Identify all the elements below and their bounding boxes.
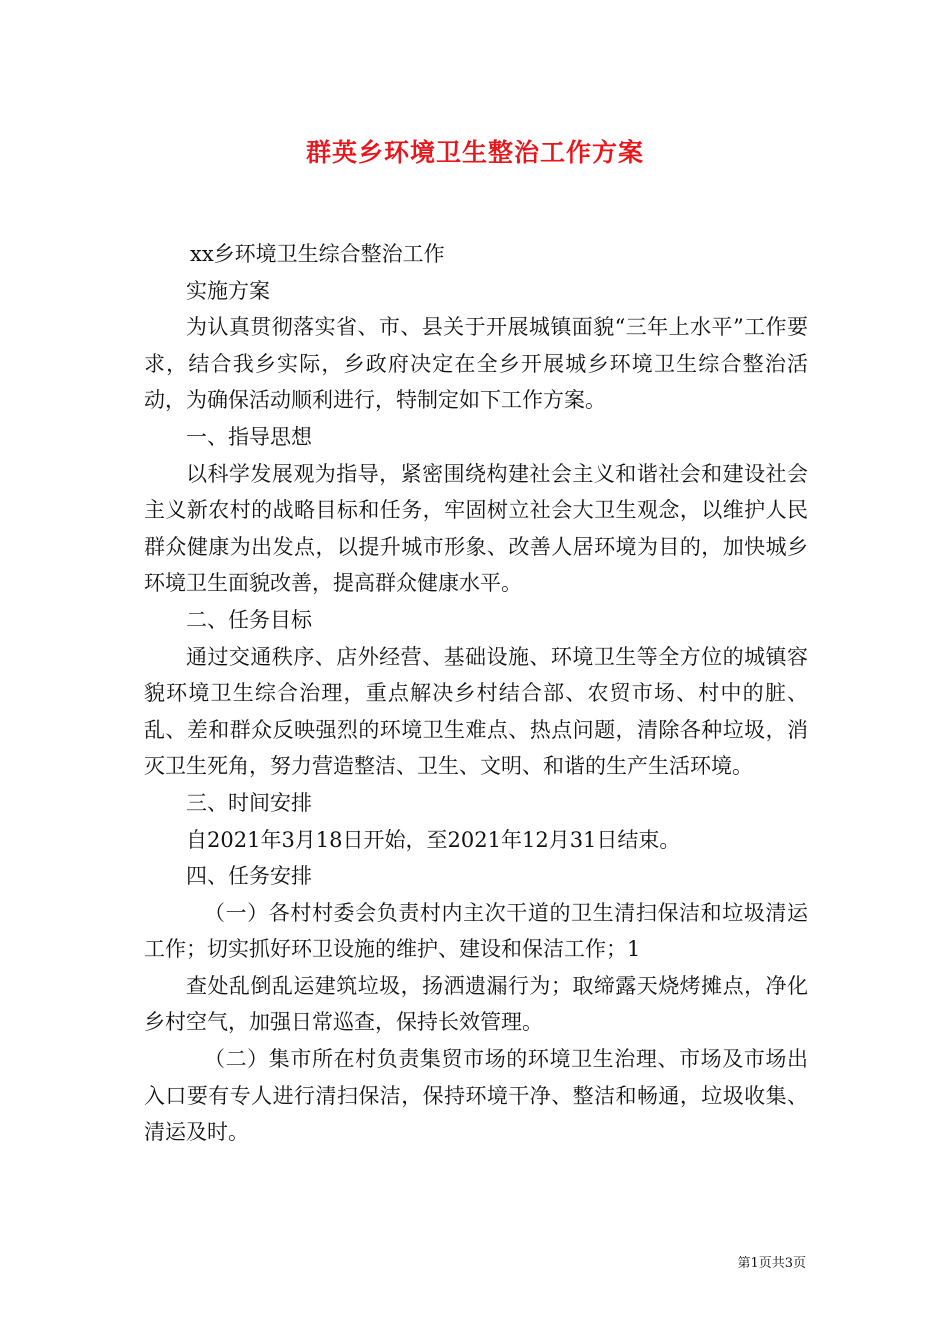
task-goals-paragraph: 通过交通秩序、店外经营、基础设施、环境卫生等全方位的城镇容貌环境卫生综合治理，重点解决乡村结合部、农贸市场、村中的脏、乱、差和群众反映强烈的环境卫生难点、热点问题，清除各种垃圾，消灭卫生死角，努力营造整洁、卫生、文明、和谐的生产生活环境。 <box>144 644 808 779</box>
section-heading-task-goals: 二、任务目标 <box>186 607 312 632</box>
task-item-1: （一）各村村委会负责村内主次干道的卫生清扫保洁和垃圾清运工作；切实抓好环卫设施的维护、建设和保洁工作；1 <box>144 900 808 962</box>
schedule-paragraph: 自2021年3月18日开始，至2021年12月31日结束。 <box>186 827 681 852</box>
task-item-2: （二）集市所在村负责集贸市场的环境卫生治理、市场及市场出入口要有专人进行清扫保洁，保持环境干净、整洁和畅通，垃圾收集、清运及时。 <box>144 1047 808 1145</box>
document-body <box>144 236 808 1151</box>
section-heading-guiding-thought: 一、指导思想 <box>186 424 312 449</box>
document-title: 群英乡环境卫生整治工作方案 <box>305 138 644 167</box>
subtitle-line-2: 实施方案 <box>186 278 270 303</box>
section-heading-task-arrangement: 四、任务安排 <box>186 864 312 889</box>
page-number-footer: 第1页共3页 <box>737 1256 806 1271</box>
section-heading-schedule: 三、时间安排 <box>186 790 312 815</box>
subtitle-line-1: xx乡环境卫生综合整治工作 <box>190 242 445 266</box>
guiding-thought-paragraph: 以科学发展观为指导，紧密围绕构建社会主义和谐社会和建设社会主义新农村的战略目标和任务，牢固树立社会大卫生观念，以维护人民群众健康为出发点，以提升城市形象、改善人居环境为目的，加快城乡环境卫生面貌改善，提高群众健康水平。 <box>144 461 808 596</box>
task-item-1-continued: 查处乱倒乱运建筑垃圾，扬洒遗漏行为；取缔露天烧烤摊点，净化乡村空气，加强日常巡查，保持长效管理。 <box>144 973 808 1035</box>
intro-paragraph: 为认真贯彻落实省、市、县关于开展城镇面貌“三年上水平”工作要求，结合我乡实际，乡政府决定在全乡开展城乡环境卫生综合整治活动，为确保活动顺利进行，特制定如下工作方案。 <box>144 315 808 413</box>
